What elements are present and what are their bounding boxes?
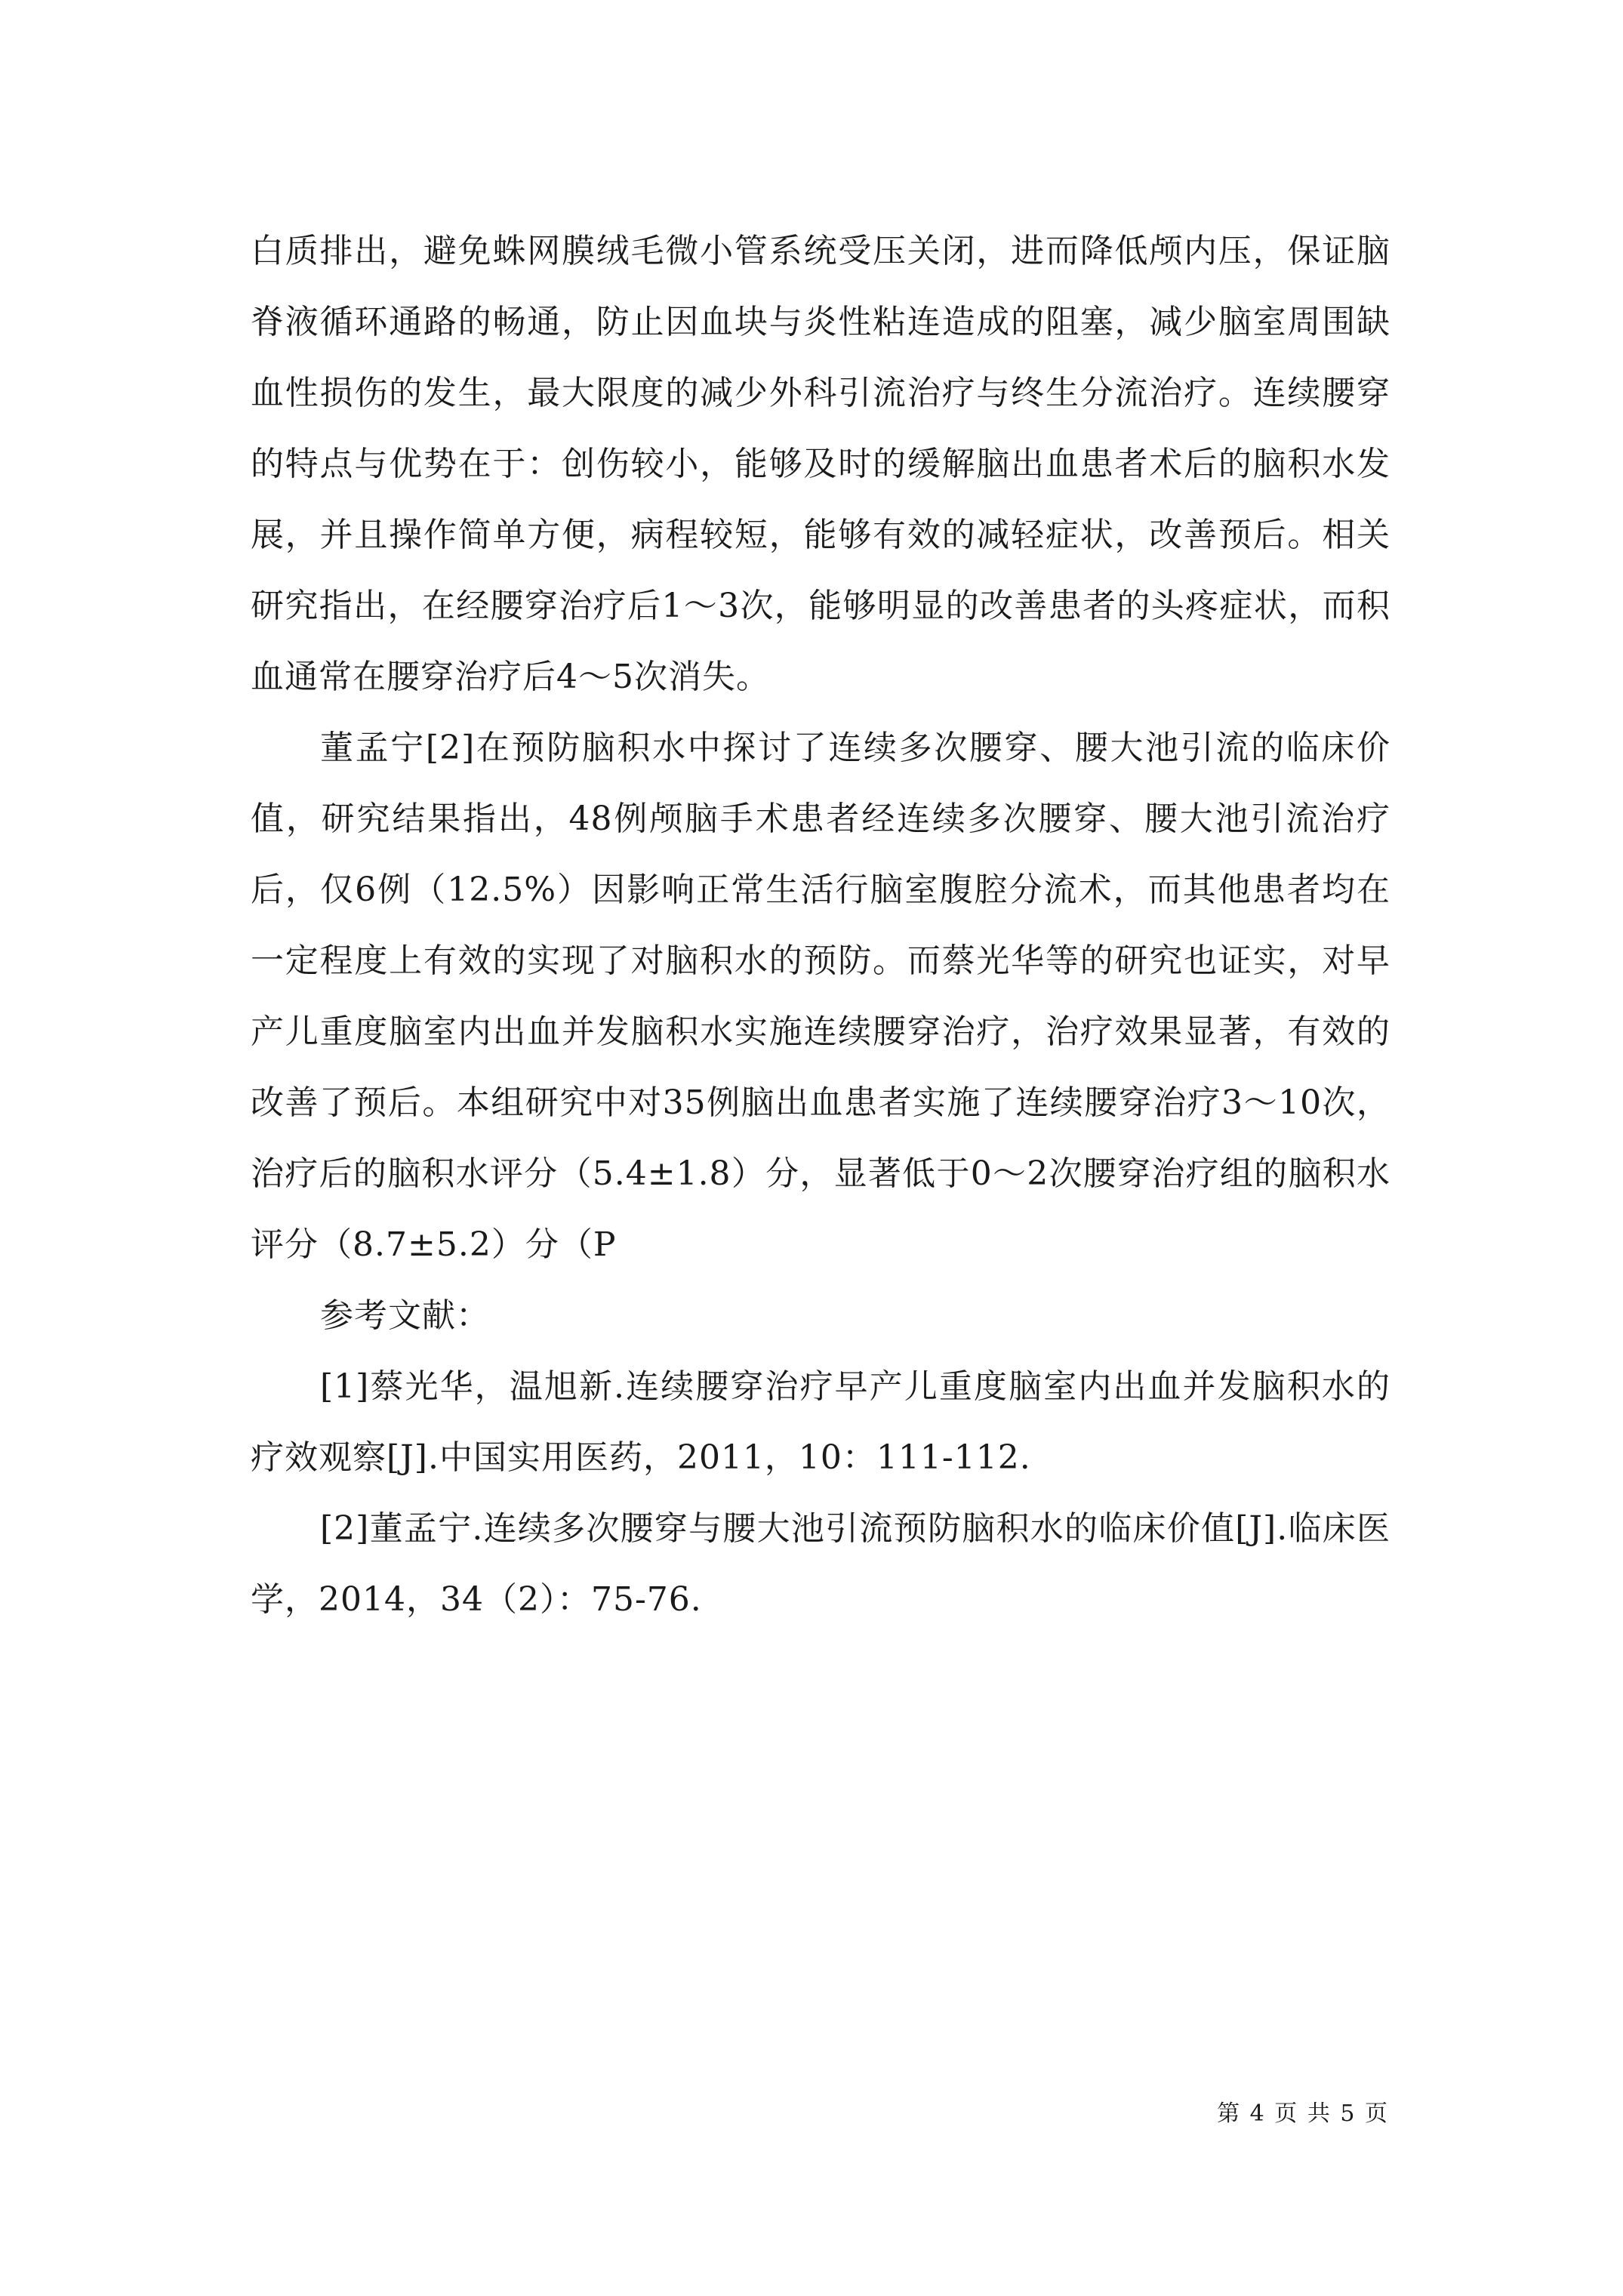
reference-item-2: [2]董孟宁.连续多次腰穿与腰大池引流预防脑积水的临床价值[J].临床医学，2014，34（2）：75-76. (251, 1509, 1390, 1619)
paragraph-continuation: 白质排出，避免蛛网膜绒毛微小管系统受压关闭，进而降低颅内压，保证脑脊液循环通路的畅通，防止因血块与炎性粘连造成的阻塞，减少脑室周围缺血性损伤的发生，最大限度的减少外科引流治疗与终生分流治疗。连续腰穿的特点与优势在于：创伤较小，能够及时的缓解脑出血患者术后的脑积水发展，并且操作简单方便，病程较短，能够有效的减轻症状，改善预后。相关研究指出，在经腰穿治疗后1～3次，能够明显的改善患者的头疼症状，而积血通常在腰穿治疗后4～5次消失。 (251, 232, 1390, 696)
references-heading: 参考文献： (320, 1296, 490, 1335)
reference-item-1: [1]蔡光华，温旭新.连续腰穿治疗早产儿重度脑室内出血并发脑积水的疗效观察[J].中国实用医药，2011，10：111-112. (251, 1367, 1390, 1477)
paragraph-discussion: 董孟宁[2]在预防脑积水中探讨了连续多次腰穿、腰大池引流的临床价值，研究结果指出，48例颅脑手术患者经连续多次腰穿、腰大池引流治疗后，仅6例（12.5%）因影响正常生活行脑室腹腔分流术，而其他患者均在一定程度上有效的实现了对脑积水的预防。而蔡光华等的研究也证实，对早产儿重度脑室内出血并发脑积水实施连续腰穿治疗，治疗效果显著，有效的改善了预后。本组研究中对35例脑出血患者实施了连续腰穿治疗3～10次，治疗后的脑积水评分（5.4±1.8）分，显著低于0～2次腰穿治疗组的脑积水评分（8.7±5.2）分（P (251, 729, 1390, 1264)
page-number-footer: 第 4 页 共 5 页 (1217, 2100, 1389, 2127)
document-body (251, 216, 1390, 1635)
